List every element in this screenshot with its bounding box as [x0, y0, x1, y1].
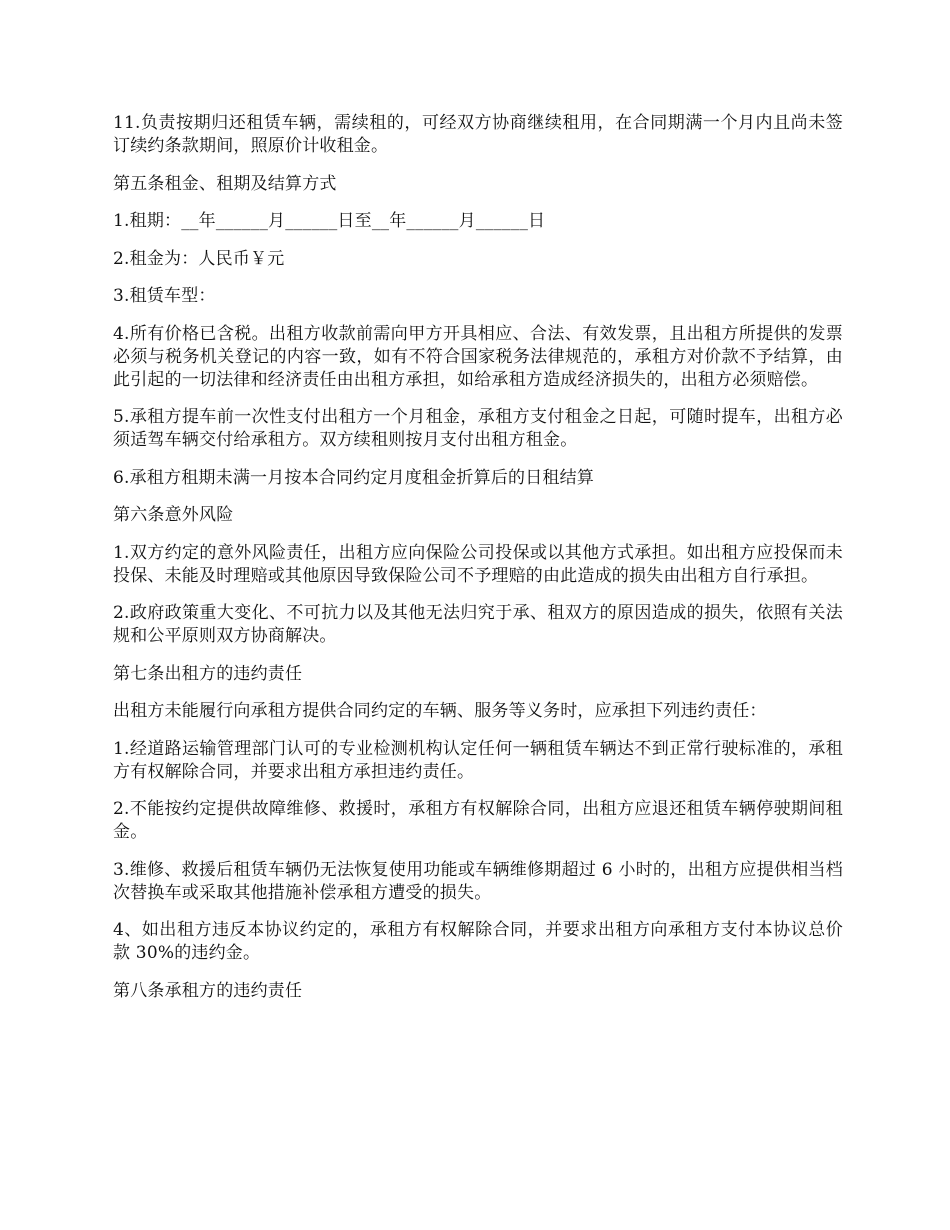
- lessor-breach-intro: 出租方未能履行向承租方提供合同约定的车辆、服务等义务时，应承担下列违约责任：: [113, 701, 767, 721]
- lessor-breach-item-3: 3.维修、救援后租赁车辆仍无法恢复使用功能或车辆维修期超过 6 小时的，出租方应提供相当档次替换车或采取其他措施补偿承租方遭受的损失。: [113, 859, 843, 903]
- insurance-risk-clause: 1.双方约定的意外风险责任，出租方应向保险公司投保或以其他方式承担。如出租方应投保而未投保、未能及时理赔或其他原因导致保险公司不予理赔的由此造成的损失由出租方自行承担。: [113, 542, 843, 586]
- force-majeure-clause: 2.政府政策重大变化、不可抗力以及其他无法归究于承、租双方的原因造成的损失，依照有关法规和公平原则双方协商解决。: [113, 603, 843, 646]
- section-5-heading: 第五条租金、租期及结算方式: [113, 173, 337, 194]
- tax-invoice-clause: 4.所有价格已含税。出租方收款前需向甲方开具相应、合法、有效发票，且出租方所提供的发票必须与税务机关登记的内容一致，如有不符合国家税务法律规范的，承租方对价款不予结算，由此引起的一切法律和经济责任由出租方承担，如给承租方造成经济损失的，出租方必须赔偿。: [113, 323, 843, 390]
- clause-11-return-vehicle: 11.负责按期归还租赁车辆，需续租的，可经双方协商继续租用，在合同期满一个月内且尚未签订续约条款期间，照原价计收租金。: [113, 113, 843, 156]
- rent-amount-line: 2.租金为：人民币￥元: [113, 248, 285, 269]
- vehicle-model-line: 3.租赁车型：: [113, 286, 216, 306]
- payment-clause: 5.承租方提车前一次性支付出租方一个月租金，承租方支付租金之日起，可随时提车，出租方必须适驾车辆交付给承租方。双方续租则按月支付出租方租金。: [113, 407, 843, 450]
- section-6-heading: 第六条意外风险: [113, 505, 234, 525]
- section-7-heading: 第七条出租方的违约责任: [113, 663, 303, 684]
- document-body: [113, 112, 843, 1017]
- section-8-heading: 第八条承租方的违约责任: [113, 980, 303, 1001]
- lessor-breach-item-2: 2.不能按约定提供故障维修、救援时，承租方有权解除合同，出租方应退还租赁车辆停驶期间租金。: [113, 799, 843, 842]
- lessor-breach-item-1: 1.经道路运输管理部门认可的专业检测机构认定任何一辆租赁车辆达不到正常行驶标准的，承租方有权解除合同，并要求出租方承担违约责任。: [113, 738, 843, 782]
- daily-rent-clause: 6.承租方租期未满一月按本合同约定月度租金折算后的日租结算: [113, 467, 595, 488]
- lessor-breach-item-4: 4、如出租方违反本协议约定的，承租方有权解除合同，并要求出租方向承租方支付本协议总价款 30%的违约金。: [113, 920, 843, 963]
- rental-period-line: 1.租期：__年______月______日至__年______月______日: [113, 211, 546, 231]
